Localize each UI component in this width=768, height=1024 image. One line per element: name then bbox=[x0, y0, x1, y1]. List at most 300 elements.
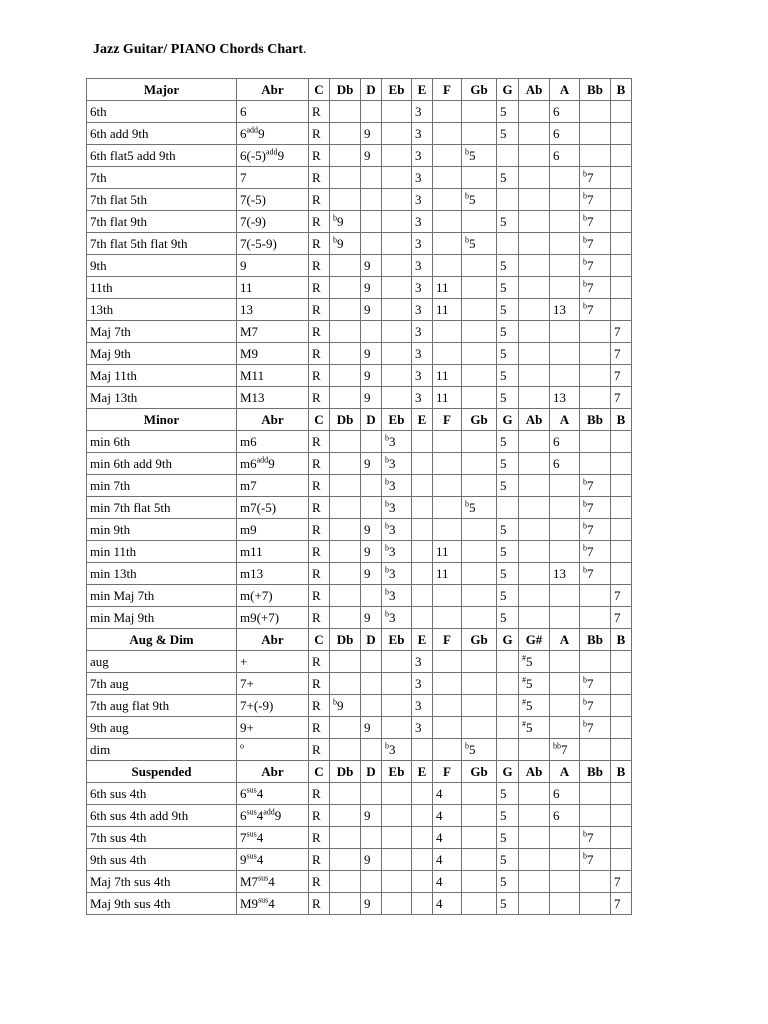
note-cell bbox=[580, 387, 611, 409]
note-cell bbox=[580, 431, 611, 453]
column-header: Abr bbox=[237, 409, 309, 431]
note-cell bbox=[330, 563, 361, 585]
column-header: A bbox=[550, 761, 580, 783]
note-cell: $^b$5 bbox=[462, 497, 497, 519]
note-cell: $^b$9 bbox=[330, 233, 361, 255]
note-cell: 9 bbox=[361, 255, 382, 277]
note-cell: 3 bbox=[412, 299, 433, 321]
column-header: Db bbox=[330, 629, 361, 651]
note-cell bbox=[550, 651, 580, 673]
chord-row bbox=[87, 387, 632, 409]
note-cell: 4 bbox=[433, 871, 462, 893]
note-cell: 7 bbox=[611, 871, 632, 893]
note-cell bbox=[412, 607, 433, 629]
chord-abbreviation: m9 bbox=[237, 519, 309, 541]
chord-row bbox=[87, 541, 632, 563]
note-cell bbox=[580, 321, 611, 343]
note-cell bbox=[519, 189, 550, 211]
note-cell bbox=[462, 211, 497, 233]
note-cell bbox=[462, 541, 497, 563]
note-cell: R bbox=[309, 365, 330, 387]
note-cell: R bbox=[309, 563, 330, 585]
note-cell: 5 bbox=[497, 871, 519, 893]
note-cell: 9 bbox=[361, 893, 382, 915]
note-cell: $^b$7 bbox=[580, 519, 611, 541]
chord-name: min 6th bbox=[87, 431, 237, 453]
chord-name: 6th bbox=[87, 101, 237, 123]
section-header-row bbox=[87, 629, 632, 651]
note-cell: $^b$9 bbox=[330, 211, 361, 233]
note-cell bbox=[433, 255, 462, 277]
note-cell bbox=[382, 387, 412, 409]
column-header: F bbox=[433, 761, 462, 783]
note-cell bbox=[497, 673, 519, 695]
note-cell bbox=[611, 717, 632, 739]
chord-abbreviation: m7(-5) bbox=[237, 497, 309, 519]
note-cell: 3 bbox=[412, 651, 433, 673]
note-cell bbox=[330, 893, 361, 915]
note-cell: 6 bbox=[550, 101, 580, 123]
column-header: D bbox=[361, 79, 382, 101]
note-cell bbox=[412, 497, 433, 519]
note-cell bbox=[330, 167, 361, 189]
note-cell bbox=[550, 607, 580, 629]
column-header: B bbox=[611, 629, 632, 651]
note-cell: $^b$7 bbox=[580, 563, 611, 585]
note-cell: 5 bbox=[497, 255, 519, 277]
note-cell bbox=[462, 827, 497, 849]
chord-row bbox=[87, 255, 632, 277]
column-header: E bbox=[412, 761, 433, 783]
note-cell bbox=[497, 651, 519, 673]
chord-abbreviation: m6 bbox=[237, 431, 309, 453]
note-cell: 5 bbox=[497, 893, 519, 915]
note-cell: 4 bbox=[433, 805, 462, 827]
note-cell bbox=[361, 211, 382, 233]
note-cell bbox=[519, 827, 550, 849]
note-cell bbox=[519, 431, 550, 453]
note-cell bbox=[519, 277, 550, 299]
chord-abbreviation: m(+7) bbox=[237, 585, 309, 607]
note-cell bbox=[382, 233, 412, 255]
chord-abbreviation: $7^{sus}4$ bbox=[237, 827, 309, 849]
note-cell: R bbox=[309, 585, 330, 607]
section-title: Aug & Dim bbox=[87, 629, 237, 651]
note-cell: R bbox=[309, 211, 330, 233]
note-cell: 7 bbox=[611, 365, 632, 387]
note-cell bbox=[550, 673, 580, 695]
note-cell: 13 bbox=[550, 563, 580, 585]
chord-row bbox=[87, 607, 632, 629]
note-cell bbox=[330, 585, 361, 607]
note-cell bbox=[462, 453, 497, 475]
note-cell: 5 bbox=[497, 453, 519, 475]
note-cell: 11 bbox=[433, 365, 462, 387]
note-cell bbox=[550, 871, 580, 893]
note-cell: 5 bbox=[497, 167, 519, 189]
chord-row bbox=[87, 233, 632, 255]
note-cell bbox=[462, 167, 497, 189]
note-cell bbox=[330, 739, 361, 761]
column-header: Bb bbox=[580, 409, 611, 431]
note-cell bbox=[330, 343, 361, 365]
chord-name: Maj 9th sus 4th bbox=[87, 893, 237, 915]
note-cell: 5 bbox=[497, 849, 519, 871]
chord-row bbox=[87, 365, 632, 387]
note-cell bbox=[611, 233, 632, 255]
note-cell bbox=[433, 321, 462, 343]
note-cell: R bbox=[309, 255, 330, 277]
chord-row bbox=[87, 893, 632, 915]
section-title: Minor bbox=[87, 409, 237, 431]
column-header: C bbox=[309, 629, 330, 651]
note-cell: 6 bbox=[550, 145, 580, 167]
note-cell: R bbox=[309, 827, 330, 849]
chord-name: min 7th bbox=[87, 475, 237, 497]
note-cell: 3 bbox=[412, 233, 433, 255]
note-cell bbox=[361, 739, 382, 761]
chord-abbreviation: $6^{sus}4^{add}9$ bbox=[237, 805, 309, 827]
column-header: Eb bbox=[382, 629, 412, 651]
note-cell bbox=[519, 365, 550, 387]
note-cell: R bbox=[309, 849, 330, 871]
chord-abbreviation: M9 bbox=[237, 343, 309, 365]
note-cell: 7 bbox=[611, 387, 632, 409]
chord-name: 9th aug bbox=[87, 717, 237, 739]
note-cell: 5 bbox=[497, 827, 519, 849]
chord-name: Maj 11th bbox=[87, 365, 237, 387]
note-cell: 5 bbox=[497, 387, 519, 409]
note-cell bbox=[462, 893, 497, 915]
note-cell: #5 bbox=[519, 717, 550, 739]
note-cell bbox=[580, 343, 611, 365]
column-header: Eb bbox=[382, 79, 412, 101]
chord-name: dim bbox=[87, 739, 237, 761]
note-cell: 3 bbox=[412, 145, 433, 167]
note-cell bbox=[611, 739, 632, 761]
note-cell: R bbox=[309, 431, 330, 453]
column-header: Gb bbox=[462, 79, 497, 101]
note-cell bbox=[361, 431, 382, 453]
note-cell bbox=[412, 783, 433, 805]
column-header: F bbox=[433, 79, 462, 101]
note-cell bbox=[462, 475, 497, 497]
chord-row bbox=[87, 739, 632, 761]
chord-name: 7th flat 9th bbox=[87, 211, 237, 233]
note-cell bbox=[361, 497, 382, 519]
note-cell bbox=[519, 783, 550, 805]
chord-abbreviation: 9+ bbox=[237, 717, 309, 739]
note-cell bbox=[330, 387, 361, 409]
column-header: C bbox=[309, 79, 330, 101]
note-cell bbox=[550, 365, 580, 387]
note-cell: $^{bb}$7 bbox=[550, 739, 580, 761]
note-cell bbox=[412, 871, 433, 893]
note-cell: 6 bbox=[550, 783, 580, 805]
note-cell bbox=[330, 365, 361, 387]
note-cell bbox=[519, 101, 550, 123]
note-cell: 7 bbox=[611, 607, 632, 629]
note-cell: 13 bbox=[550, 299, 580, 321]
note-cell: $^b$7 bbox=[580, 541, 611, 563]
note-cell bbox=[361, 695, 382, 717]
note-cell: 9 bbox=[361, 563, 382, 585]
note-cell bbox=[330, 475, 361, 497]
note-cell: R bbox=[309, 893, 330, 915]
chord-abbreviation: m9(+7) bbox=[237, 607, 309, 629]
note-cell bbox=[462, 607, 497, 629]
chord-row bbox=[87, 145, 632, 167]
note-cell bbox=[462, 277, 497, 299]
note-cell bbox=[550, 695, 580, 717]
note-cell bbox=[433, 233, 462, 255]
note-cell: 11 bbox=[433, 299, 462, 321]
note-cell bbox=[497, 189, 519, 211]
note-cell: R bbox=[309, 299, 330, 321]
note-cell: 7 bbox=[611, 321, 632, 343]
note-cell bbox=[361, 167, 382, 189]
note-cell: 3 bbox=[412, 695, 433, 717]
note-cell: $^b$7 bbox=[580, 497, 611, 519]
chord-abbreviation: m11 bbox=[237, 541, 309, 563]
note-cell bbox=[433, 167, 462, 189]
note-cell: R bbox=[309, 101, 330, 123]
note-cell bbox=[580, 651, 611, 673]
note-cell bbox=[412, 805, 433, 827]
note-cell: 5 bbox=[497, 321, 519, 343]
note-cell bbox=[433, 695, 462, 717]
chord-abbreviation: 6 bbox=[237, 101, 309, 123]
note-cell bbox=[433, 739, 462, 761]
note-cell bbox=[550, 321, 580, 343]
note-cell: $^b$3 bbox=[382, 453, 412, 475]
note-cell: 9 bbox=[361, 299, 382, 321]
chord-chart-table bbox=[86, 78, 632, 915]
note-cell bbox=[462, 585, 497, 607]
note-cell bbox=[433, 497, 462, 519]
chord-abbreviation: m7 bbox=[237, 475, 309, 497]
section-header-row bbox=[87, 79, 632, 101]
note-cell: $^b$3 bbox=[382, 563, 412, 585]
note-cell: 9 bbox=[361, 365, 382, 387]
chord-abbreviation: $9^{sus}4$ bbox=[237, 849, 309, 871]
note-cell bbox=[611, 211, 632, 233]
chord-row bbox=[87, 321, 632, 343]
note-cell: R bbox=[309, 321, 330, 343]
note-cell bbox=[462, 871, 497, 893]
chord-abbreviation: $M9^{sus}4$ bbox=[237, 893, 309, 915]
chord-row bbox=[87, 563, 632, 585]
column-header: B bbox=[611, 409, 632, 431]
note-cell bbox=[550, 893, 580, 915]
note-cell bbox=[330, 871, 361, 893]
note-cell: R bbox=[309, 871, 330, 893]
note-cell bbox=[330, 519, 361, 541]
note-cell bbox=[519, 167, 550, 189]
note-cell bbox=[580, 893, 611, 915]
note-cell bbox=[412, 585, 433, 607]
column-header: A bbox=[550, 79, 580, 101]
note-cell bbox=[550, 475, 580, 497]
chord-name: min 7th flat 5th bbox=[87, 497, 237, 519]
note-cell bbox=[382, 167, 412, 189]
note-cell bbox=[580, 585, 611, 607]
note-cell: 9 bbox=[361, 277, 382, 299]
note-cell bbox=[550, 343, 580, 365]
note-cell bbox=[330, 189, 361, 211]
note-cell bbox=[519, 805, 550, 827]
note-cell: 3 bbox=[412, 277, 433, 299]
note-cell bbox=[433, 717, 462, 739]
note-cell bbox=[382, 849, 412, 871]
page-title: Jazz Guitar/ PIANO Chords Chart. bbox=[93, 42, 307, 57]
note-cell bbox=[412, 541, 433, 563]
note-cell bbox=[412, 893, 433, 915]
note-cell: 6 bbox=[550, 805, 580, 827]
note-cell: 5 bbox=[497, 365, 519, 387]
chord-row bbox=[87, 453, 632, 475]
note-cell bbox=[433, 145, 462, 167]
note-cell: 3 bbox=[412, 387, 433, 409]
chord-abbreviation: M13 bbox=[237, 387, 309, 409]
note-cell bbox=[462, 123, 497, 145]
note-cell bbox=[462, 101, 497, 123]
column-header: B bbox=[611, 761, 632, 783]
column-header: Gb bbox=[462, 409, 497, 431]
note-cell bbox=[382, 211, 412, 233]
note-cell bbox=[412, 849, 433, 871]
note-cell bbox=[580, 145, 611, 167]
chord-row bbox=[87, 827, 632, 849]
note-cell: $^b$7 bbox=[580, 299, 611, 321]
chord-row bbox=[87, 211, 632, 233]
note-cell: R bbox=[309, 145, 330, 167]
chord-row bbox=[87, 717, 632, 739]
note-cell bbox=[462, 651, 497, 673]
note-cell bbox=[519, 541, 550, 563]
note-cell bbox=[580, 123, 611, 145]
note-cell bbox=[519, 123, 550, 145]
note-cell bbox=[382, 871, 412, 893]
chord-name: 7th flat 5th flat 9th bbox=[87, 233, 237, 255]
note-cell bbox=[361, 783, 382, 805]
chord-name: Maj 7th bbox=[87, 321, 237, 343]
chord-name: 7th sus 4th bbox=[87, 827, 237, 849]
note-cell bbox=[519, 255, 550, 277]
note-cell bbox=[361, 189, 382, 211]
column-header: G# bbox=[519, 629, 550, 651]
note-cell: 6 bbox=[550, 123, 580, 145]
note-cell: 5 bbox=[497, 585, 519, 607]
note-cell: R bbox=[309, 739, 330, 761]
note-cell bbox=[519, 453, 550, 475]
note-cell bbox=[462, 519, 497, 541]
note-cell bbox=[497, 145, 519, 167]
note-cell bbox=[462, 673, 497, 695]
chord-abbreviation: 13 bbox=[237, 299, 309, 321]
column-header: Eb bbox=[382, 761, 412, 783]
note-cell bbox=[550, 541, 580, 563]
column-header: A bbox=[550, 409, 580, 431]
column-header: E bbox=[412, 629, 433, 651]
note-cell bbox=[330, 849, 361, 871]
note-cell bbox=[361, 475, 382, 497]
note-cell bbox=[519, 893, 550, 915]
note-cell bbox=[330, 321, 361, 343]
note-cell bbox=[382, 783, 412, 805]
note-cell bbox=[412, 739, 433, 761]
note-cell bbox=[611, 783, 632, 805]
note-cell bbox=[330, 651, 361, 673]
note-cell: 9 bbox=[361, 805, 382, 827]
note-cell: 3 bbox=[412, 365, 433, 387]
chord-abbreviation: 7+(-9) bbox=[237, 695, 309, 717]
note-cell: 3 bbox=[412, 255, 433, 277]
note-cell: 5 bbox=[497, 277, 519, 299]
chord-abbreviation: 7(-5) bbox=[237, 189, 309, 211]
note-cell bbox=[611, 167, 632, 189]
note-cell: $^b$7 bbox=[580, 673, 611, 695]
note-cell: $^b$7 bbox=[580, 211, 611, 233]
note-cell bbox=[611, 541, 632, 563]
note-cell: R bbox=[309, 783, 330, 805]
chord-row bbox=[87, 695, 632, 717]
note-cell: $^b$7 bbox=[580, 277, 611, 299]
note-cell bbox=[519, 233, 550, 255]
chord-name: 6th flat5 add 9th bbox=[87, 145, 237, 167]
note-cell bbox=[412, 827, 433, 849]
chord-name: 6th add 9th bbox=[87, 123, 237, 145]
note-cell bbox=[433, 189, 462, 211]
note-cell: R bbox=[309, 607, 330, 629]
note-cell bbox=[361, 871, 382, 893]
note-cell: $^b$7 bbox=[580, 827, 611, 849]
note-cell: 6 bbox=[550, 453, 580, 475]
note-cell bbox=[611, 673, 632, 695]
chord-abbreviation: $M7^{sus}4$ bbox=[237, 871, 309, 893]
note-cell bbox=[330, 123, 361, 145]
note-cell bbox=[611, 519, 632, 541]
chord-abbreviation: 7+ bbox=[237, 673, 309, 695]
note-cell bbox=[330, 607, 361, 629]
chord-name: Maj 9th bbox=[87, 343, 237, 365]
chord-name: min 13th bbox=[87, 563, 237, 585]
note-cell bbox=[462, 299, 497, 321]
note-cell bbox=[611, 255, 632, 277]
chord-name: 6th sus 4th add 9th bbox=[87, 805, 237, 827]
note-cell bbox=[433, 519, 462, 541]
note-cell: $^b$3 bbox=[382, 519, 412, 541]
note-cell bbox=[519, 739, 550, 761]
note-cell: $^b$3 bbox=[382, 431, 412, 453]
note-cell bbox=[382, 717, 412, 739]
chord-abbreviation: 11 bbox=[237, 277, 309, 299]
chord-name: Maj 7th sus 4th bbox=[87, 871, 237, 893]
chord-row bbox=[87, 343, 632, 365]
note-cell: 5 bbox=[497, 101, 519, 123]
note-cell bbox=[462, 717, 497, 739]
chord-name: min 9th bbox=[87, 519, 237, 541]
note-cell bbox=[497, 695, 519, 717]
chord-abbreviation: 7(-9) bbox=[237, 211, 309, 233]
note-cell bbox=[611, 849, 632, 871]
note-cell bbox=[519, 321, 550, 343]
note-cell: $^b$9 bbox=[330, 695, 361, 717]
note-cell bbox=[433, 211, 462, 233]
note-cell bbox=[361, 233, 382, 255]
note-cell: 4 bbox=[433, 893, 462, 915]
chord-row bbox=[87, 101, 632, 123]
